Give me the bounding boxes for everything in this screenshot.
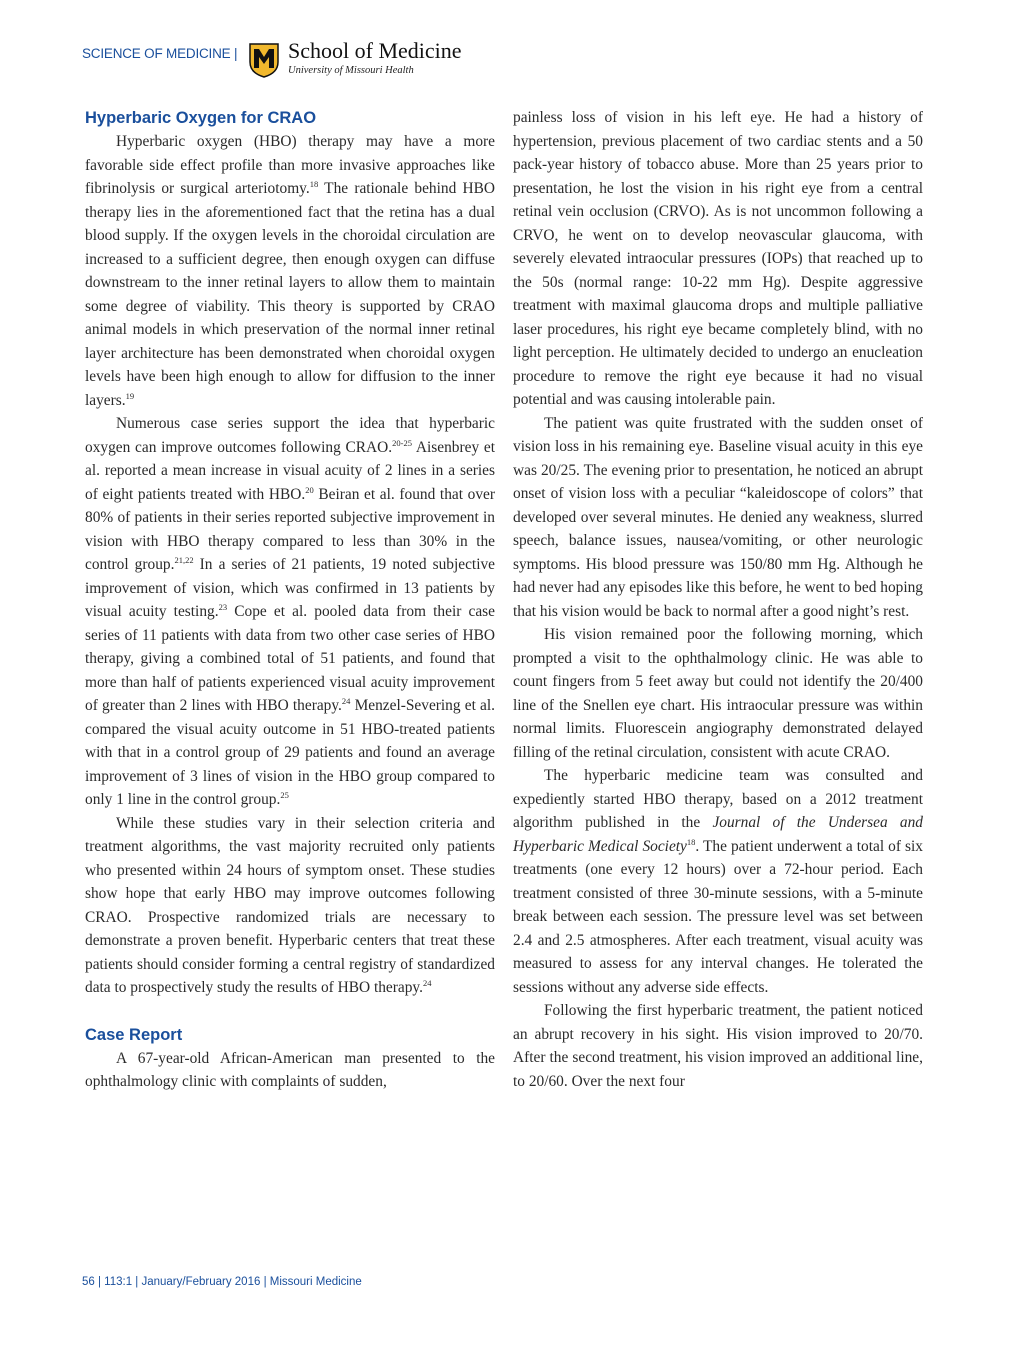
university-shield-logo-icon — [248, 42, 280, 78]
citation: 21,22 — [174, 555, 194, 565]
citation: 20-25 — [392, 437, 412, 448]
paragraph: The patient was quite frustrated with the sudden onset of vision loss in his remaining eye. Baseline visual acuity in this eye was 20/25. The evening prior to presentation, he noticed an abrupt onset of vision loss with a peculiar “kaleidoscope of colors” that developed over several minutes. He denied any weakness, slurred speech, balance issues, nausea/vomiting, or other neurologic symptoms. His blood pressure was 150/80 mm Hg. Although he had never had any episodes like this before, he went to bed hoping that his vision would be back to normal after a good night’s rest. — [513, 414, 923, 620]
school-subtitle: University of Missouri Health — [288, 65, 414, 76]
section-kicker: SCIENCE OF MEDICINE | — [82, 46, 238, 61]
heading-case-report: Case Report — [85, 1025, 183, 1044]
paragraph: Hyperbaric oxygen (HBO) therapy may have a more favorable side effect profile than more invasive approaches like fibrinolysis or surgical arteriotomy.$^{18}$ The rationale behind HBO therapy lies in the aforementioned fact that the retina has a dual blood supply. If the oxygen levels in the choroidal circulation are increased to a sufficient degree, then enough oxygen can diffuse downstream to the inner retinal layers to allow them to maintain some degree of viability. This theory is supported by CRAO animal models in which preservation of the normal inner retinal layer architecture has been demonstrated when choroidal oxygen levels have been high enough to allow for diffusion to the inner layers.$^{19}$ — [85, 133, 495, 409]
page-footer: 56 | 113:1 | January/February 2016 | Missouri Medicine — [82, 1276, 362, 1288]
citation: 24 — [422, 978, 432, 988]
paragraph: While these studies vary in their selection criteria and treatment algorithms, the vast majority recruited only patients who presented within 24 hours of symptom onset. These studies show hope that early HBO may improve outcomes following CRAO. Prospective randomized trials are necessary to demonstrate a proven benefit. Hyperbaric centers that treat these patients should consider forming a central registry of standardized data to prospectively study the results of HBO therapy.$^{24}$ — [85, 814, 495, 996]
paragraph: Following the first hyperbaric treatment, the patient noticed an abrupt recovery in his sight. His vision improved to 20/70. After the second treatment, his vision improved an additional line, to 20/60. Over the next four — [513, 1002, 923, 1090]
citation: 18 — [309, 179, 319, 189]
school-name: School of Medicine — [288, 38, 462, 63]
heading-hbo-for-crao: Hyperbaric Oxygen for CRAO — [85, 109, 317, 127]
journal-title: Journal of the Undersea and Hyperbaric Medical Society — [513, 814, 923, 855]
paragraph: His vision remained poor the following morning, which prompted a visit to the ophthalmology clinic. He was able to count fingers from 5 feet away but could not identify the 20/400 line of the Snellen eye chart. His intraocular pressure was within normal limits. Fluorescein angiography demonstrated delayed filling of the retinal circulation, consistent with acute CRAO. — [513, 626, 923, 761]
citation: 19 — [125, 390, 135, 401]
paragraph: A 67-year-old African-American man presented to the ophthalmology clinic with complaints of sudden, — [85, 1049, 495, 1090]
right-column — [513, 106, 923, 1093]
citation: 20 — [305, 484, 314, 495]
citation: 25 — [280, 790, 289, 800]
citation: 18 — [686, 836, 696, 847]
page-header — [82, 40, 532, 82]
citation: 23 — [218, 602, 228, 612]
paragraph: The hyperbaric medicine team was consulted and expediently started HBO therapy, based on a 2012 treatment algorithm published in the Journal of the Undersea and Hyperbaric Medical Society$^{18}$. The patient underwent a total of six treatments (one every 12 hours) over a 72-hour period. Each treatment consisted of three 30-minute sessions, with a 5-minute break between each session. The pressure level was set between 2.4 and 2.5 atmospheres. After each treatment, visual acuity was measured to assess for any interval changes. He tolerated the sessions without any adverse side effects. — [513, 767, 923, 996]
citation: 24 — [341, 696, 351, 706]
paragraph: painless loss of vision in his left eye. He had a history of hypertension, previous placement of two cardiac stents and a 50 pack-year history of tobacco abuse. More than 25 years prior to presentation, he lost the vision in his right eye from a central retinal vein occlusion (CRVO). As is not uncommon following a CRVO, he went on to develop neovascular glaucoma, with severely elevated intraocular pressures (IOPs) that reached up to the 50s (normal range: 10-22 mm Hg). Despite aggressive treatment with maximal glaucoma drops and multiple palliative laser procedures, his right eye became completely blind, with no light perception. He ultimately decided to undergo an enucleation procedure to remove the right eye because it had no visual potential and was causing intolerable pain. — [513, 109, 923, 408]
paragraph: Numerous case series support the idea that hyperbaric oxygen can improve outcomes following CRAO.$^{20-25}$ Aisenbrey et al. reported a mean increase in visual acuity of 2 lines in a series of eight patients treated with HBO.$^{20}$ Beiran et al. found that over 80% of patients in their series reported subjective improvement in vision with HBO therapy compared to less than 30% in the control group.$^{21,22}$ In a series of 21 patients, 19 noted subjective improvement of vision, which was confirmed in 13 patients by visual acuity testing.$^{23}$ Cope et al. pooled data from their case series of 11 patients with data from two other case series of HBO therapy, giving a combined total of 51 patients, and found that more than half of patients experienced visual acuity improvement of greater than 2 lines with HBO therapy.$^{24}$ Menzel-Severing et al. compared the visual acuity outcome in 51 HBO-treated patients with that in a control group of 29 patients and found an average improvement of 3 lines of vision in the HBO group compared to only 1 line in the control group.$^{25}$ — [85, 415, 496, 808]
left-column — [85, 106, 495, 1094]
